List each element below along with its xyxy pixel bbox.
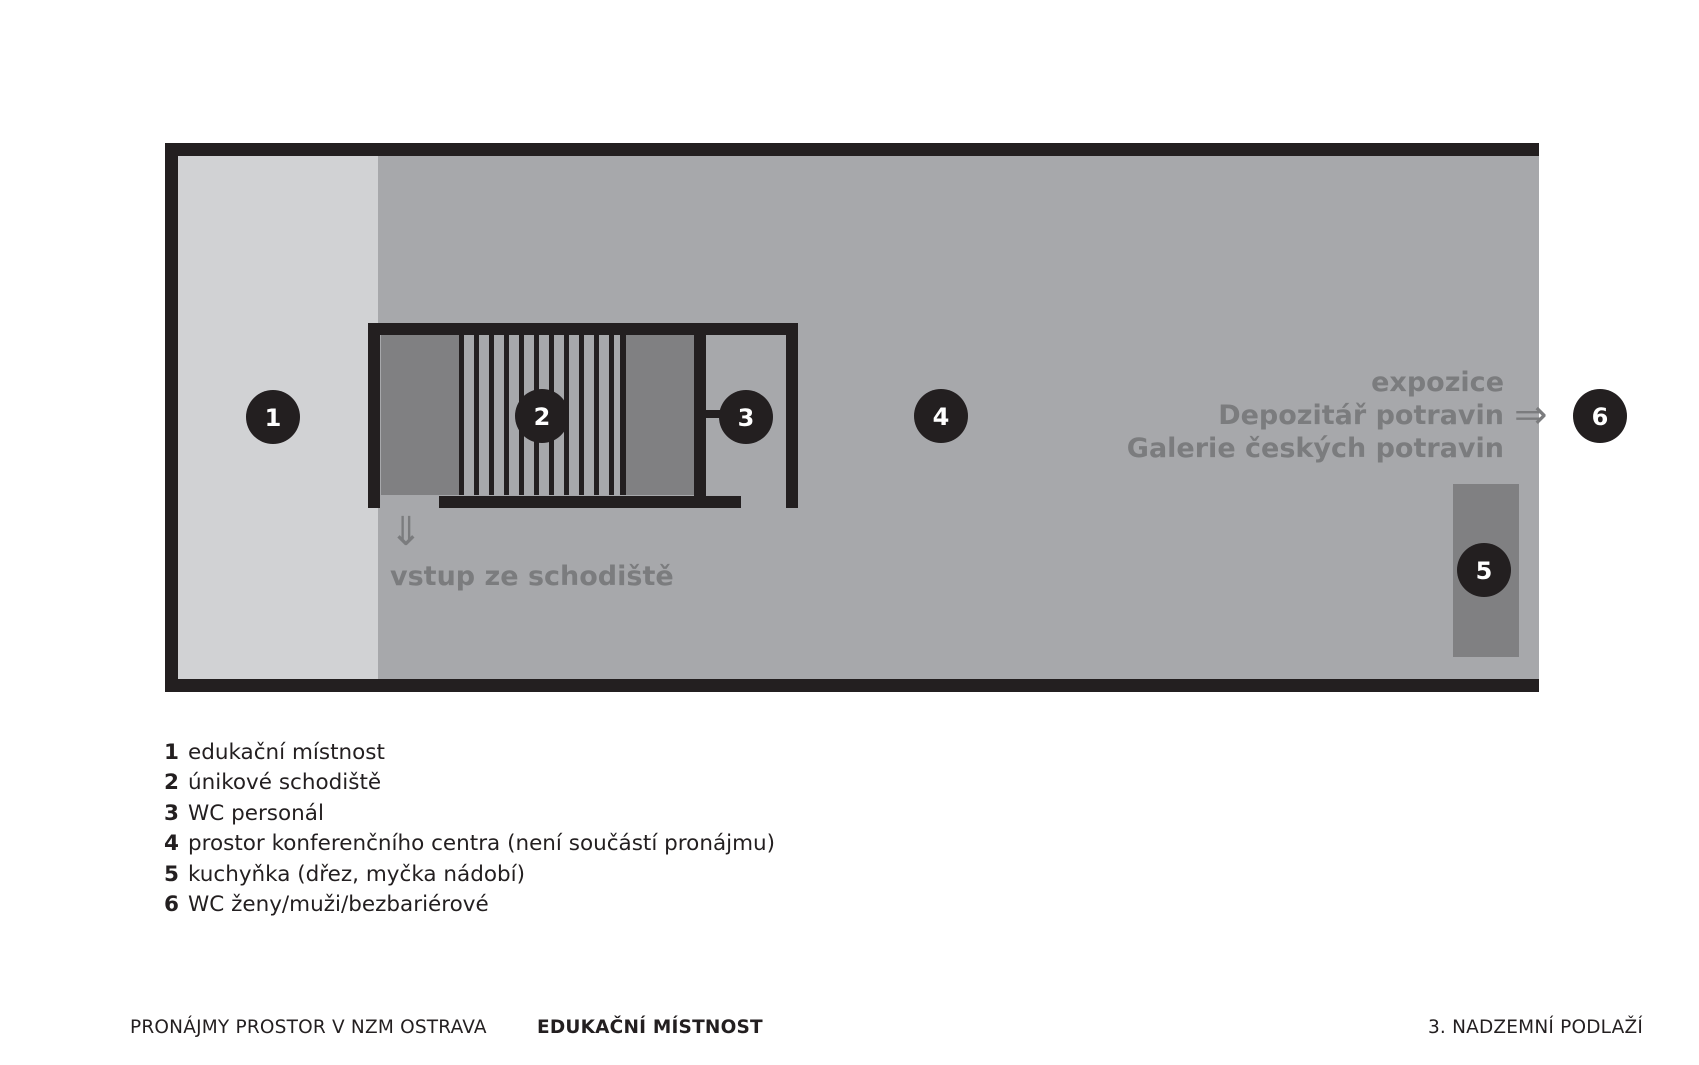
room-marker-6 bbox=[1573, 389, 1627, 443]
footer-floor-label: 3. NADZEMNÍ PODLAŽÍ bbox=[1427, 1017, 1643, 1038]
legend-item bbox=[164, 768, 775, 798]
legend-item-text: kuchyňka (dřez, myčka nádobí) bbox=[187, 861, 526, 887]
legend-item-text: WC personál bbox=[187, 800, 324, 826]
legend-item-number: 5 bbox=[164, 861, 179, 887]
legend-item-number: 1 bbox=[164, 740, 179, 765]
legend-item bbox=[164, 860, 775, 890]
room-marker-2-label: 2 bbox=[533, 403, 551, 431]
room-marker-4-label: 4 bbox=[932, 403, 950, 431]
legend-item bbox=[164, 890, 775, 920]
room-marker-6-label: 6 bbox=[1591, 403, 1609, 431]
exit-label-line-1: expozice bbox=[1371, 367, 1504, 398]
legend-item-text: WC ženy/muži/bezbariérové bbox=[187, 892, 489, 918]
room-marker-3-label: 3 bbox=[737, 404, 755, 432]
room-marker-3 bbox=[719, 390, 773, 444]
exit-label-line-2: Depozitář potravin bbox=[1218, 400, 1504, 431]
footer-publication-title: PRONÁJMY PROSTOR V NZM OSTRAVA bbox=[130, 1017, 487, 1038]
staircase-landing-left bbox=[381, 335, 459, 495]
entrance-label: vstup ze schodiště bbox=[390, 561, 674, 592]
room-marker-4 bbox=[914, 389, 968, 443]
legend-item-number: 2 bbox=[164, 770, 179, 796]
room-marker-2 bbox=[515, 389, 569, 443]
legend-item-number: 3 bbox=[164, 800, 179, 826]
exit-label-line-3: Galerie českých potravin bbox=[1126, 433, 1504, 464]
room-marker-5-label: 5 bbox=[1475, 557, 1493, 585]
legend-item bbox=[164, 738, 775, 768]
legend-item-text: edukační místnost bbox=[187, 740, 385, 765]
staircase-landing-right bbox=[626, 335, 696, 495]
double-arrow-right-icon: ⇒ bbox=[1514, 392, 1548, 438]
legend-item-text: únikové schodiště bbox=[187, 770, 382, 796]
footer-section-title: EDUKAČNÍ MÍSTNOST bbox=[537, 1017, 763, 1038]
double-arrow-down-icon: ⇓ bbox=[389, 509, 423, 555]
legend-item bbox=[164, 799, 775, 829]
legend-item-text: prostor konferenčního centra (není součástí pronájmu) bbox=[187, 831, 776, 857]
legend-item-number: 6 bbox=[164, 892, 179, 918]
legend-item-number: 4 bbox=[164, 831, 179, 857]
room-marker-1-label: 1 bbox=[264, 404, 282, 432]
room-marker-5 bbox=[1457, 543, 1511, 597]
legend-item bbox=[164, 829, 775, 859]
room-marker-1 bbox=[246, 390, 300, 444]
room-legend bbox=[164, 738, 775, 920]
